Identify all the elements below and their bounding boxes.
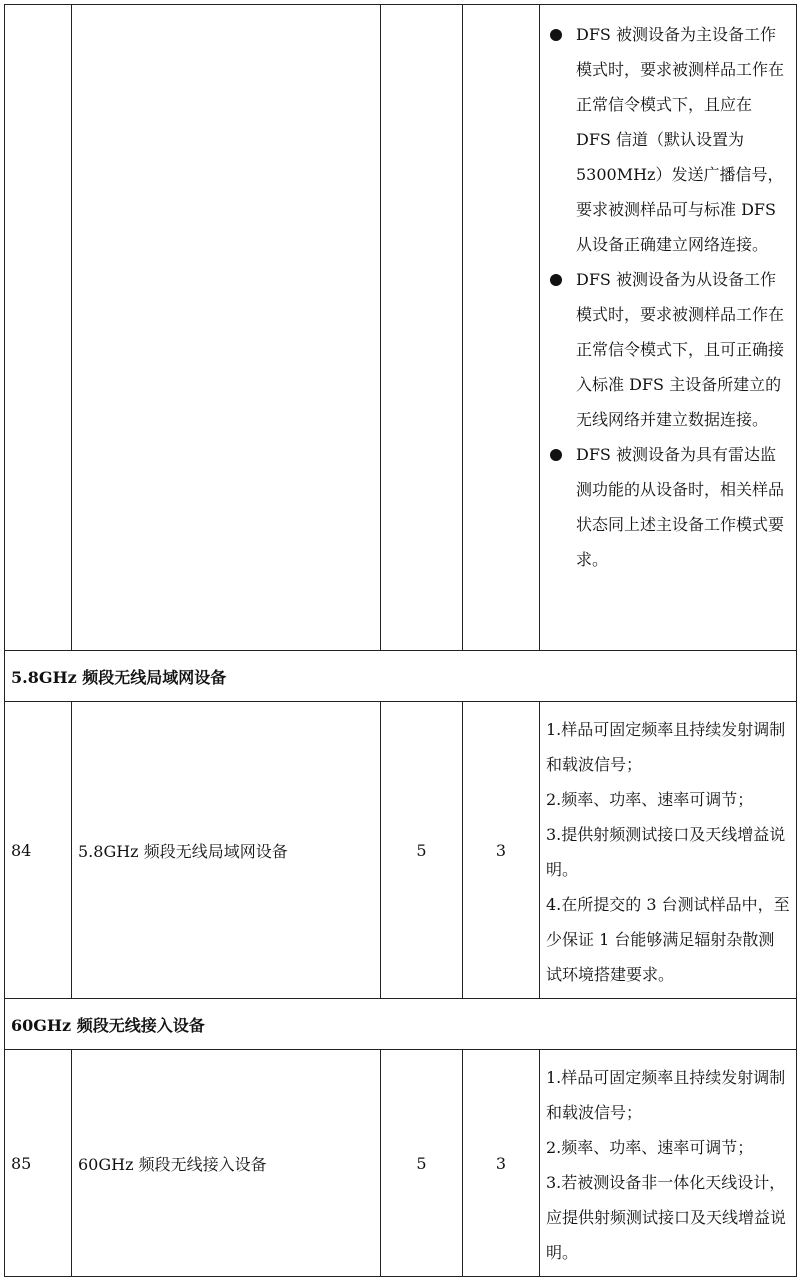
- list-item: 3.提供射频测试接口及天线增益说明。: [546, 825, 786, 879]
- section-header: [5, 651, 797, 702]
- list-item: 1.样品可固定频率且持续发射调制和载波信号；: [546, 720, 786, 774]
- number-cell: 85: [5, 1050, 72, 1277]
- list-item: 2.频率、功率、速率可调节；: [546, 790, 754, 809]
- requirements-cell: [540, 1050, 797, 1277]
- table-row: [5, 702, 797, 999]
- col3-cell: 5: [381, 1050, 463, 1277]
- requirements-table: [4, 4, 797, 1277]
- bullet-icon: [550, 449, 562, 461]
- table-row: [5, 5, 797, 651]
- bullet-text: DFS 被测设备为主设备工作模式时，要求被测样品工作在正常信令模式下，且应在 DFS 信道（默认设置为 5300MHz）发送广播信号，要求被测样品可与标准 DFS 从设备正确建立网络连接。: [576, 25, 785, 254]
- section-title: 60GHz 频段无线接入设备: [5, 999, 797, 1050]
- list-item: [546, 437, 790, 577]
- list-item: 1.样品可固定频率且持续发射调制和载波信号；: [546, 1068, 786, 1122]
- list-item: [546, 17, 790, 262]
- name-cell: 5.8GHz 频段无线局域网设备: [72, 702, 381, 999]
- list-item: 2.频率、功率、速率可调节；: [546, 1138, 754, 1157]
- requirements-cell: [540, 702, 797, 999]
- number-cell: [5, 5, 72, 651]
- requirements-list: [546, 1060, 790, 1270]
- list-item: 3.若被测设备非一体化天线设计，应提供射频测试接口及天线增益说明。: [546, 1173, 787, 1262]
- col3-cell: 5: [381, 702, 463, 999]
- bullet-list: [546, 17, 790, 577]
- bullet-text: DFS 被测设备为具有雷达监测功能的从设备时，相关样品状态同上述主设备工作模式要求。: [576, 445, 785, 569]
- table-row: [5, 1050, 797, 1277]
- col4-cell: [463, 5, 540, 651]
- name-cell: 60GHz 频段无线接入设备: [72, 1050, 381, 1277]
- requirements-cell: [540, 5, 797, 651]
- bullet-icon: [550, 274, 562, 286]
- col4-cell: 3: [463, 1050, 540, 1277]
- col4-cell: 3: [463, 702, 540, 999]
- col3-cell: [381, 5, 463, 651]
- list-item: 4.在所提交的 3 台测试样品中，至少保证 1 台能够满足辐射杂散测试环境搭建要求。: [546, 895, 790, 984]
- name-cell: [72, 5, 381, 651]
- list-item: [546, 262, 790, 437]
- bullet-text: DFS 被测设备为从设备工作模式时，要求被测样品工作在正常信令模式下，且可正确接入标准 DFS 主设备所建立的无线网络并建立数据连接。: [576, 270, 785, 429]
- section-header: [5, 999, 797, 1050]
- requirements-list: [546, 712, 790, 992]
- bullet-icon: [550, 29, 562, 41]
- number-cell: 84: [5, 702, 72, 999]
- section-title: 5.8GHz 频段无线局域网设备: [5, 651, 797, 702]
